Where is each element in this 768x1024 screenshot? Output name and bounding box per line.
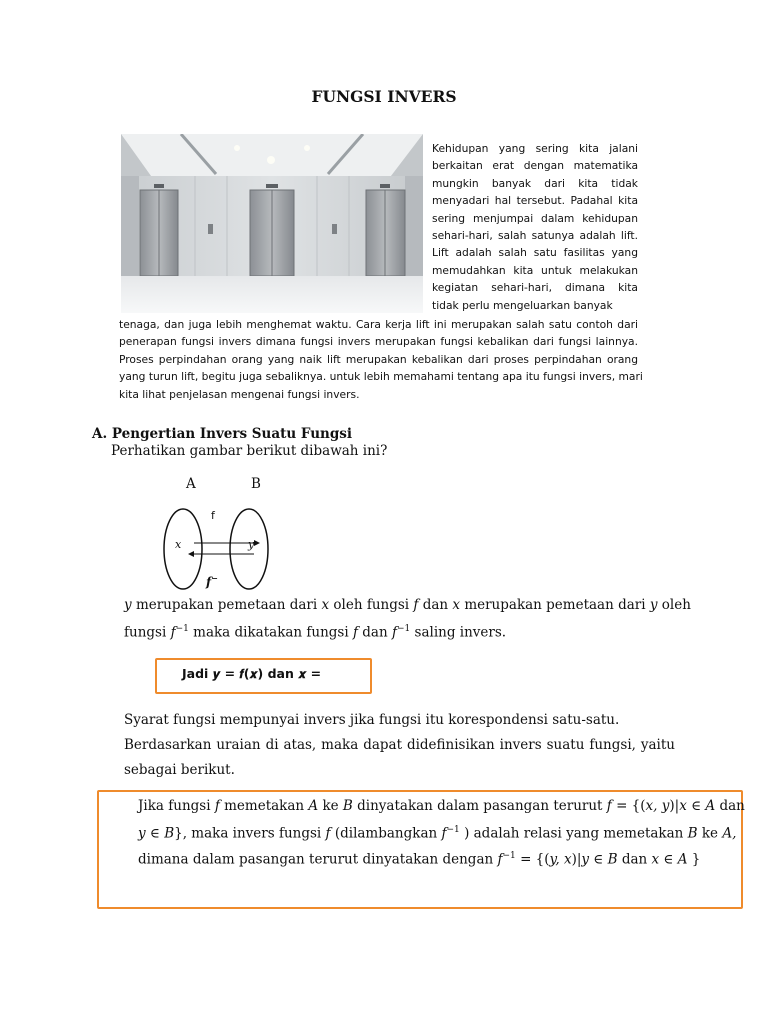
intro-line: tenaga, dan juga lebih menghemat waktu. Cara kerja lift ini merupakan salah satu contoh dari	[119, 318, 638, 331]
requirement-line: Syarat fungsi mempunyai invers jika fungsi itu korespondensi satu-satu.	[124, 712, 620, 728]
definition-line-1: Jika fungsi f memetakan A ke B dinyatakan dalam pasangan terurut f = {(x, y)|x ∈ A dan	[138, 798, 745, 814]
intro-line: penerapan fungsi invers dimana fungsi invers merupakan fungsi kebalikan dari fungsi lainnya.	[119, 335, 638, 349]
intro-line: menyadari hal tersebut. Padahal kita	[432, 194, 638, 208]
arrow-f-inverse-label: f−	[206, 573, 218, 589]
mapping-paragraph-line-2: fungsi $f^{-1}$ maka dikatakan fungsi f dan $f^{-1}$ saling invers.	[124, 624, 507, 641]
intro-line: sering menjumpai dalam kehidupan	[432, 211, 638, 225]
intro-line: kita lihat penjelasan mengenai fungsi invers.	[119, 387, 360, 401]
intro-line: sehari-hari, salah satunya adalah lift.	[432, 228, 638, 242]
set-a-label: A	[186, 476, 196, 492]
definition-intro-line: Berdasarkan uraian di atas, maka dapat didefinisikan invers suatu fungsi, yaitu	[124, 737, 675, 753]
intro-line: tidak perlu mengeluarkan banyak	[432, 298, 613, 312]
intro-paragraph-bottom	[119, 316, 643, 403]
right-element: y	[248, 538, 255, 551]
elevator-lobby-photo	[121, 134, 423, 313]
intro-line: Proses perpindahan orang yang naik lift merupakan kebalikan dari proses perpindahan orang	[119, 352, 638, 366]
summary-text: Jadi 𝒚 = 𝒇(𝒙) dan 𝒙 =	[182, 666, 322, 681]
set-a-ellipse	[164, 509, 202, 589]
definition-line-2: y ∈ B}, maka invers fungsi f (dilambangkan $f^{-1}$ ) adalah relasi yang memetakan B ke A,	[138, 825, 737, 842]
intro-line: kegiatan sehari-hari, dimana kita	[432, 281, 638, 295]
mapping-paragraph-line-1: y merupakan pemetaan dari x oleh fungsi f dan x merupakan pemetaan dari y oleh	[124, 597, 691, 613]
definition-line-3: dimana dalam pasangan terurut dinyatakan dengan $f^{-1} = \{(y$, x)|y ∈ B dan x ∈ A }	[138, 851, 701, 868]
mapping-diagram	[150, 500, 290, 600]
left-element: x	[175, 538, 182, 551]
intro-line: mungkin banyak dari kita tidak	[432, 176, 638, 190]
arrow-f-label: f	[211, 509, 215, 522]
intro-line: Kehidupan yang sering kita jalani	[432, 142, 638, 155]
intro-line: Lift adalah salah satu fasilitas yang	[432, 246, 638, 260]
summary-box	[155, 658, 372, 694]
section-heading: A. Pengertian Invers Suatu Fungsi	[92, 426, 353, 442]
definition-box	[97, 790, 743, 909]
intro-line: berkaitan erat dengan matematika	[432, 159, 638, 173]
intro-line: memudahkan kita untuk melakukan	[432, 263, 638, 277]
intro-line: yang turun lift, begitu juga sebaliknya. untuk lebih memahami tentang apa itu fungsi invers, mari	[119, 370, 643, 384]
intro-paragraph-side	[432, 140, 638, 314]
page-title: FUNGSI INVERS	[311, 87, 457, 106]
definition-intro-line-end: sebagai berikut.	[124, 762, 235, 778]
set-b-label: B	[251, 476, 261, 492]
section-intro: Perhatikan gambar berikut dibawah ini?	[111, 443, 388, 459]
